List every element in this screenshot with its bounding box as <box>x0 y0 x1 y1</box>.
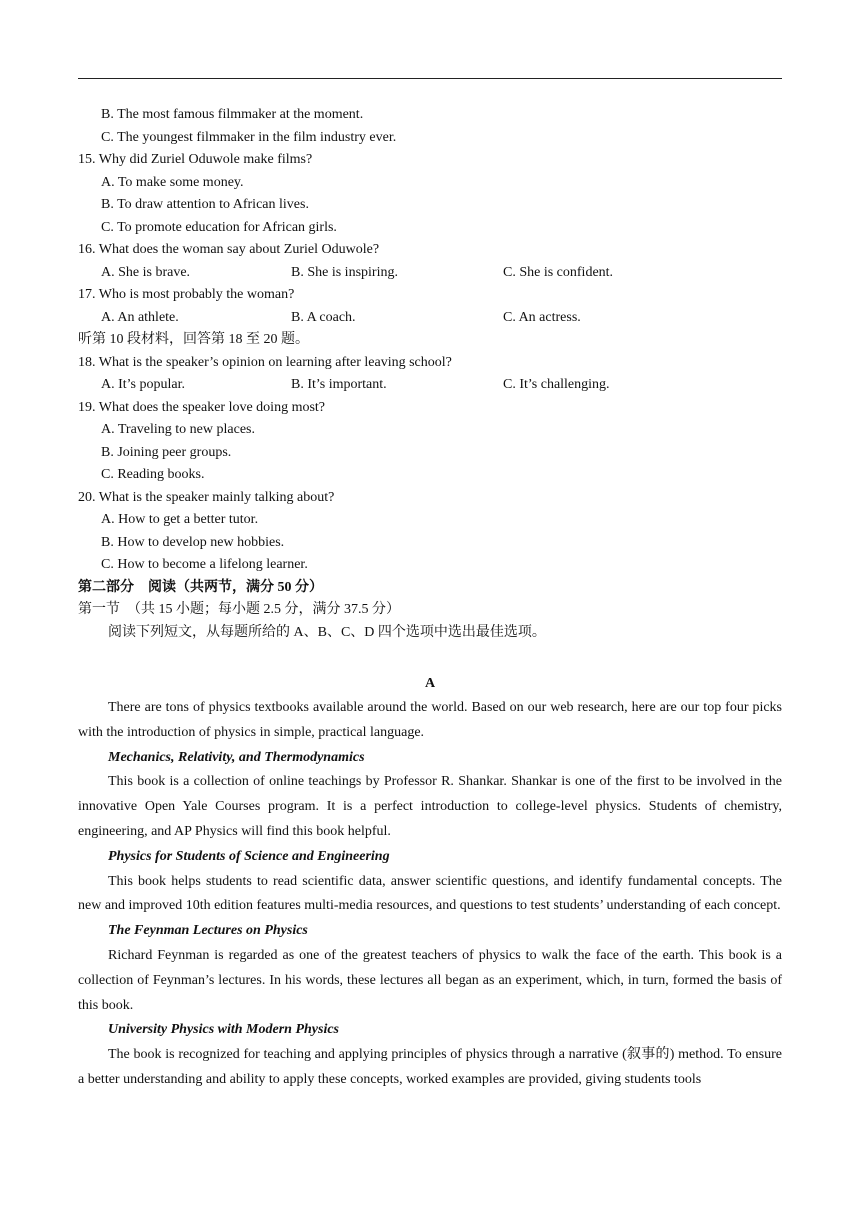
book4-title: University Physics with Modern Physics <box>108 1022 340 1038</box>
q19-question: 19. What does the speaker love doing most? <box>78 399 326 415</box>
q17-options <box>78 307 782 330</box>
passage-a <box>78 672 782 1093</box>
book3-text: Richard Feynman is regarded as one of the greatest teachers of physics to walk the face of the earth. This book is a collection of Feynman’s lectures. In his words, these lectures all began as an experiment, which, in turn, formed the basis of this book. <box>78 947 782 1013</box>
q20-option-c: C. How to become a lifelong learner. <box>101 557 308 572</box>
q20-question: 20. What is the speaker mainly talking about? <box>78 489 335 505</box>
book4-text: The book is recognized for teaching and applying principles of physics through a narrative (叙事的) method. To ensure a better understanding and ability to apply these concepts, worked examples are provided, giving students tools <box>78 1047 782 1087</box>
part2-title: 第二部分 阅读（共两节，满分 50 分） <box>78 579 323 595</box>
passage-letter: A <box>424 676 436 691</box>
q18-options <box>78 374 782 397</box>
q14-option-b: B. The most famous filmmaker at the moment. <box>101 107 364 122</box>
book1-title: Mechanics, Relativity, and Thermodynamics <box>108 749 365 765</box>
q19-option-a: A. Traveling to new places. <box>101 422 255 437</box>
q15-option-a: A. To make some money. <box>101 174 244 190</box>
q18-option-c: C. It’s challenging. <box>503 377 610 392</box>
q16-option-a: A. She is brave. <box>101 264 191 280</box>
q19-option-c: C. Reading books. <box>101 467 205 482</box>
q15-option-b: B. To draw attention to African lives. <box>101 197 309 212</box>
q20-option-a: A. How to get a better tutor. <box>101 512 259 527</box>
book2-title: Physics for Students of Science and Engineering <box>108 848 390 864</box>
section1-heading: 第一节 （共 15 小题；每小题 2.5 分，满分 37.5 分） <box>78 602 400 617</box>
listening-section <box>78 104 782 644</box>
q14-option-c: C. The youngest filmmaker in the film industry ever. <box>101 129 397 145</box>
q20-option-b: B. How to develop new hobbies. <box>101 534 285 550</box>
q17-question: 17. Who is most probably the woman? <box>78 287 295 302</box>
q17-option-b: B. A coach. <box>291 309 356 325</box>
q17-option-a: A. An athlete. <box>101 309 179 325</box>
q18-option-a: A. It’s popular. <box>101 377 185 392</box>
q16-option-c: C. She is confident. <box>503 264 614 280</box>
header-rule <box>78 78 782 79</box>
material-10-instruction: 听第 10 段材料，回答第 18 至 20 题。 <box>78 332 309 347</box>
q18-question: 18. What is the speaker’s opinion on learning after leaving school? <box>78 354 452 370</box>
q16-option-b: B. She is inspiring. <box>291 264 398 280</box>
q16-options <box>78 262 782 285</box>
q16-question: 16. What does the woman say about Zuriel Oduwole? <box>78 242 380 257</box>
q15-question: 15. Why did Zuriel Oduwole make films? <box>78 152 313 167</box>
q15-option-c: C. To promote education for African girls. <box>101 219 337 235</box>
q17-option-c: C. An actress. <box>503 309 581 325</box>
q19-option-b: B. Joining peer groups. <box>101 444 232 460</box>
reading-instruction: 阅读下列短文，从每题所给的 A、B、C、D 四个选项中选出最佳选项。 <box>108 624 546 640</box>
book3-title: The Feynman Lectures on Physics <box>108 923 308 939</box>
q18-option-b: B. It’s important. <box>291 377 387 392</box>
passage-intro: There are tons of physics textbooks available around the world. Based on our web research, here are our top four picks with the introduction of physics in simple, practical language. <box>78 700 782 740</box>
book1-text: This book is a collection of online teachings by Professor R. Shankar. Shankar is one of the first to be involved in the innovative Open Yale Courses program. It is a perfect introduction to college-level physics. Students of chemistry, engineering, and AP Physics will find this book helpful. <box>78 774 782 839</box>
book2-text: This book helps students to read scientific data, answer scientific questions, and identify fundamental concepts. The new and improved 10th edition features multi-media resources, and questions to test students’ understanding of each concept. <box>78 873 782 914</box>
